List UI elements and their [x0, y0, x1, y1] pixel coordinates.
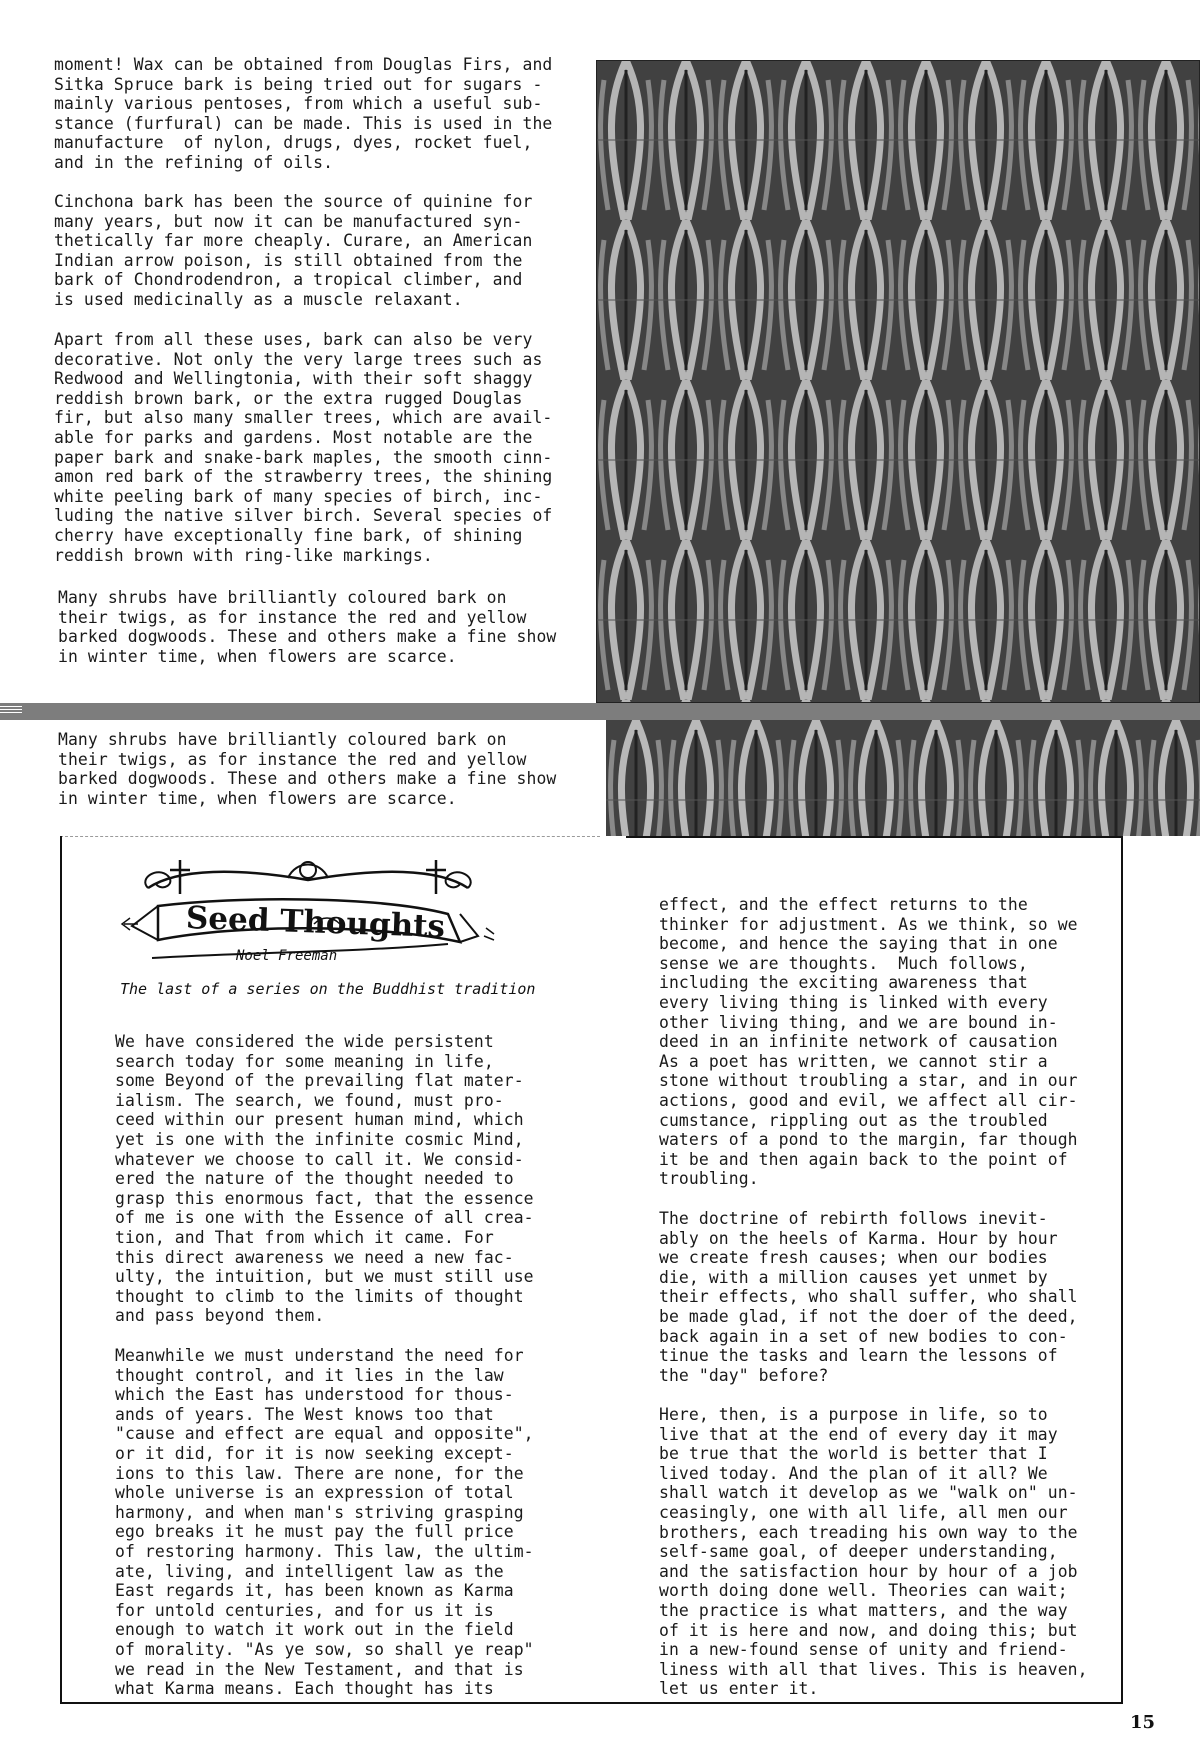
paragraph-wax: moment! Wax can be obtained from Douglas Firs, and Sitka Spruce bark is being tried out for sugars - mainly various pentoses, from which a useful sub- stance (furfural) can be made. This is used in the manufacture of nylon, drugs, dyes, rocket fuel, and in the refining of oils.	[54, 55, 553, 172]
left-paragraph-2: Meanwhile we must understand the need for thought control, and it lies in the law which the East has understood for thous- ands of years. The West knows too that "cause and effect are equal and opposite", or it did, for it is now seeking except- ions to this law. There are none, for the whole universe is an expression of total harmony, and when man's striving grasping ego breaks it he must pay the full price of restoring harmony. This law, the ultim- ate, living, and intelligent law as the East regards it, has been known as Karma for untold centuries, and for us it is enough to watch it work out in the field of morality. "As ye sow, so shall ye reap" we read in the New Testament, and that is what Karma means. Each thought has its	[115, 1346, 534, 1699]
bark-photo-strip	[606, 720, 1200, 836]
series-subtitle: The last of a series on the Buddhist tradition	[120, 980, 536, 998]
right-paragraph-2: The doctrine of rebirth follows inevit- ably on the heels of Karma. Hour by hour we create fresh causes; when our bodies die, with a million causes yet unmet by their effects, who shall suffer, who shall be made glad, if not the doer of the deed, back again in a set of new bodies to con- tinue the tasks and learn the lessons of the "day" before?	[659, 1209, 1078, 1385]
seed-thoughts-title: Seed Thoughts	[185, 900, 446, 946]
paragraph-decorative: Apart from all these uses, bark can also be very decorative. Not only the very large trees such as Redwood and Wellingtonia, with their soft shaggy reddish brown bark, or the extra rugged Douglas fir, but also many smaller trees, which are avail- able for parks and gardens. Most notable are the paper bark and snake-bark maples, the smooth cinn- amon red bark of the strawberry trees, the shining white peeling bark of many species of birch, inc- luding the native silver birch. Several species of cherry have exceptionally fine bark, of shining reddish brown with ring-like markings.	[54, 330, 553, 565]
bark-photo	[596, 60, 1200, 703]
right-paragraph-3: Here, then, is a purpose in life, so to live that at the end of every day it may be true that the world is better that I lived today. And the plan of it all? We shall watch it develop as we "walk on" un- ceasingly, one with all life, all men our brothers, each treading his own way to the self-same goal, of deeper understanding, and the satisfaction hour by hour of a job worth doing done well. Theories can wait; the practice is what matters, and the way of it is here and now, and doing this; but in a new-found sense of unity and friend- liness with all that lives. This is heaven, let us enter it.	[659, 1405, 1088, 1699]
band-marks	[0, 706, 22, 717]
page-number: 15	[1130, 1712, 1156, 1733]
author-name: Noel Freeman	[236, 948, 338, 964]
bark-texture-image	[596, 60, 1200, 703]
bark-texture-strip	[606, 720, 1200, 836]
paragraph-cinchona: Cinchona bark has been the source of quinine for many years, but now it can be manufactured syn- thetically far more cheaply. Curare, an American Indian arrow poison, is still obtained from the bark of Chondrodendron, a tropical climber, and is used medicinally as a muscle relaxant.	[54, 192, 533, 309]
paragraph-shrubs-repeat: Many shrubs have brilliantly coloured bark on their twigs, as for instance the red and yellow barked dogwoods. These and others make a fine show in winter time, when flowers are scarce.	[58, 730, 557, 808]
left-paragraph-1: We have considered the wide persistent search today for some meaning in life, some Beyond of the prevailing flat mater- ialism. The search, we found, must pro- ceed within our present human mind, which yet is one with the infinite cosmic Mind, whatever we choose to call it. We consid- ered the nature of the thought needed to grasp this enormous fact, that the essence of me is one with the Essence of all crea- tion, and That from which it came. For this direct awareness we need a new fac- ulty, the intuition, but we must still use thought to climb to the limits of thought and pass beyond them.	[115, 1032, 534, 1326]
right-paragraph-1: effect, and the effect returns to the thinker for adjustment. As we think, so we become, and hence the saying that in one sense we are thoughts. Much follows, including the exciting awareness that every living thing is linked with every other living thing, and we are bound in- deed in an infinite network of causation As a poet has written, we cannot stir a stone without troubling a star, and in our actions, good and evil, we affect all cir- cumstance, rippling out as the troubled waters of a pond to the margin, far though it be and then again back to the point of troubling.	[659, 895, 1078, 1189]
scan-band	[0, 703, 1200, 720]
paragraph-shrubs: Many shrubs have brilliantly coloured bark on their twigs, as for instance the red and yellow barked dogwoods. These and others make a fine show in winter time, when flowers are scarce.	[58, 588, 557, 666]
